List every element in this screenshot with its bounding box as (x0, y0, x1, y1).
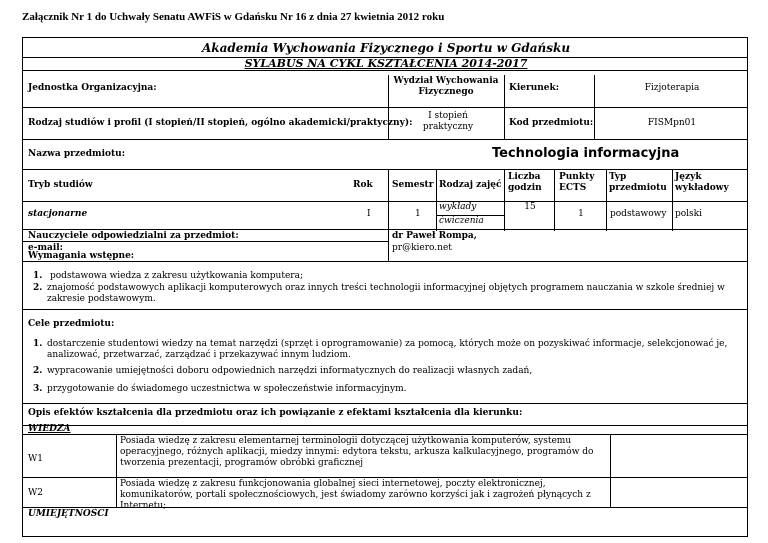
divider (388, 169, 389, 231)
email-value[interactable]: pr@kiero.net (392, 243, 452, 253)
divider (388, 75, 389, 139)
teachers-label: Nauczyciele odpowiedzialni za przedmiot: (28, 231, 239, 241)
field-label: Kierunek: (509, 83, 560, 93)
field-value: Fizjoterapia (644, 83, 700, 93)
col-subject-type-header: Typ przedmiotu (609, 172, 667, 193)
divider (23, 309, 747, 310)
divider (23, 477, 747, 478)
requirement-item: znajomość podstawowych aplikacji komputerowych oraz innych treści technologii informacyjnej objętych programem nauczania w szkole średniej w zakresie podstawowym. (47, 283, 725, 304)
syllabus-form (22, 37, 748, 537)
study-type-label: Rodzaj studiów i profil (I stopień/II stopień, ogólno akademicki/praktyczny): (28, 118, 413, 128)
divider (23, 434, 748, 435)
divider (436, 169, 437, 231)
mode-value: stacjonarne (28, 209, 88, 219)
requirements-label: Wymagania wstępne: (28, 251, 135, 261)
ects-value: 1 (578, 209, 584, 219)
requirement-number: 1. (33, 271, 43, 281)
divider (554, 169, 555, 231)
year-value: I (367, 209, 371, 219)
divider (23, 241, 389, 242)
divider (23, 169, 747, 170)
divider (23, 425, 747, 426)
unit-label: Jednostka Organizacyjna: (28, 83, 157, 93)
divider (23, 229, 747, 230)
teachers-value: dr Paweł Rompa, (392, 231, 477, 241)
divider (116, 434, 117, 508)
hours-lecture: 15 (524, 202, 536, 212)
academy-title: Akademia Wychowania Fizycznego i Sportu w Gdańsku (201, 41, 571, 55)
requirement-item: podstawowa wiedza z zakresu użytkowania komputera; (50, 271, 303, 281)
syllabus-title: SYLABUS NA CYKL KSZTAŁCENIA 2014-2017 (244, 57, 528, 70)
col-year-header: Rok (353, 180, 373, 190)
divider (610, 434, 611, 508)
divider (23, 139, 747, 140)
class-type-lecture: wykłady (439, 202, 477, 212)
subject-value: Technologia informacyjna (492, 146, 680, 161)
col-semester-header: Semestr (392, 180, 434, 190)
email-label: e-mail: (28, 243, 63, 253)
knowledge-label: WIEDZA (28, 424, 71, 434)
divider (23, 201, 747, 202)
goal-number: 2. (33, 366, 43, 376)
divider (672, 169, 673, 231)
unit-value: Wydział Wychowania Fizycznego (393, 76, 499, 97)
goal-number: 3. (33, 384, 43, 394)
goal-number: 1. (33, 339, 43, 349)
subject-type-value: podstawowy (610, 209, 667, 219)
goals-label: Cele przedmiotu: (28, 319, 115, 329)
divider (23, 403, 747, 404)
divider (388, 229, 389, 261)
divider (23, 107, 747, 108)
subject-label: Nazwa przedmiotu: (28, 149, 126, 159)
divider (504, 75, 505, 139)
outcome-code: W2 (28, 488, 43, 498)
language-value: polski (675, 209, 703, 219)
study-type-value: I stopień praktyczny (422, 111, 474, 132)
goal-item: wypracowanie umiejętności doboru odpowiednich narzędzi informatycznych do realizacji własnych zadań, (47, 366, 533, 376)
class-type-exercises: ćwiczenia (439, 216, 484, 226)
outcomes-label: Opis efektów kształcenia dla przedmiotu oraz ich powiązanie z efektami kształcenia dla kierunku: (28, 408, 523, 418)
col-mode-header: Tryb studiów (28, 180, 93, 190)
skills-label: UMIEJĘTNOŚCI (28, 509, 109, 519)
outcome-text: Posiada wiedzę z zakresu elementarnej terminologii dotyczącej użytkowania komputerów, systemu operacyjnego, różnych aplikacji, miedzy innymi: edytora tekstu, arkusza kalkulacyjnego, programów do tworzenia prezentacji, programów obróbki graficznej (120, 436, 594, 468)
requirement-number: 2. (33, 283, 43, 293)
code-value: FISMpn01 (647, 118, 697, 128)
col-ects-header: Punkty ECTS (559, 172, 595, 193)
col-language-header: Język wykładowy (675, 172, 729, 193)
code-label: Kod przedmiotu: (509, 118, 594, 128)
goal-item: dostarczenie studentowi wiedzy na temat narzędzi (sprzęt i oprogramowanie) za pomocą, których może on pozyskiwać informacje, selekcjonować je, analizować, przetwarzać, zarządzać i przekazywać innym ludziom. (47, 339, 728, 360)
divider (504, 169, 505, 231)
semester-value: 1 (415, 209, 421, 219)
goal-item: przygotowanie do świadomego uczestnictwa w społeczeństwie informacyjnym. (47, 384, 407, 394)
col-class-type-header: Rodzaj zajęć (439, 180, 502, 190)
outcome-text: Posiada wiedzę z zakresu funkcjonowania globalnej sieci internetowej, poczty elektronicznej, komunikatorów, portali społecznościowych, jest świadomy zarówno korzyści jak i zagrożeń płynących z Internetu; (120, 479, 591, 511)
divider (23, 70, 747, 71)
attachment-note: Załącznik Nr 1 do Uchwały Senatu AWFiS w Gdańsku Nr 16 z dnia 27 kwietnia 2012 roku (22, 11, 445, 23)
col-hours-header: Liczba godzin (508, 172, 542, 193)
outcome-code: W1 (28, 454, 43, 464)
divider (606, 169, 607, 231)
